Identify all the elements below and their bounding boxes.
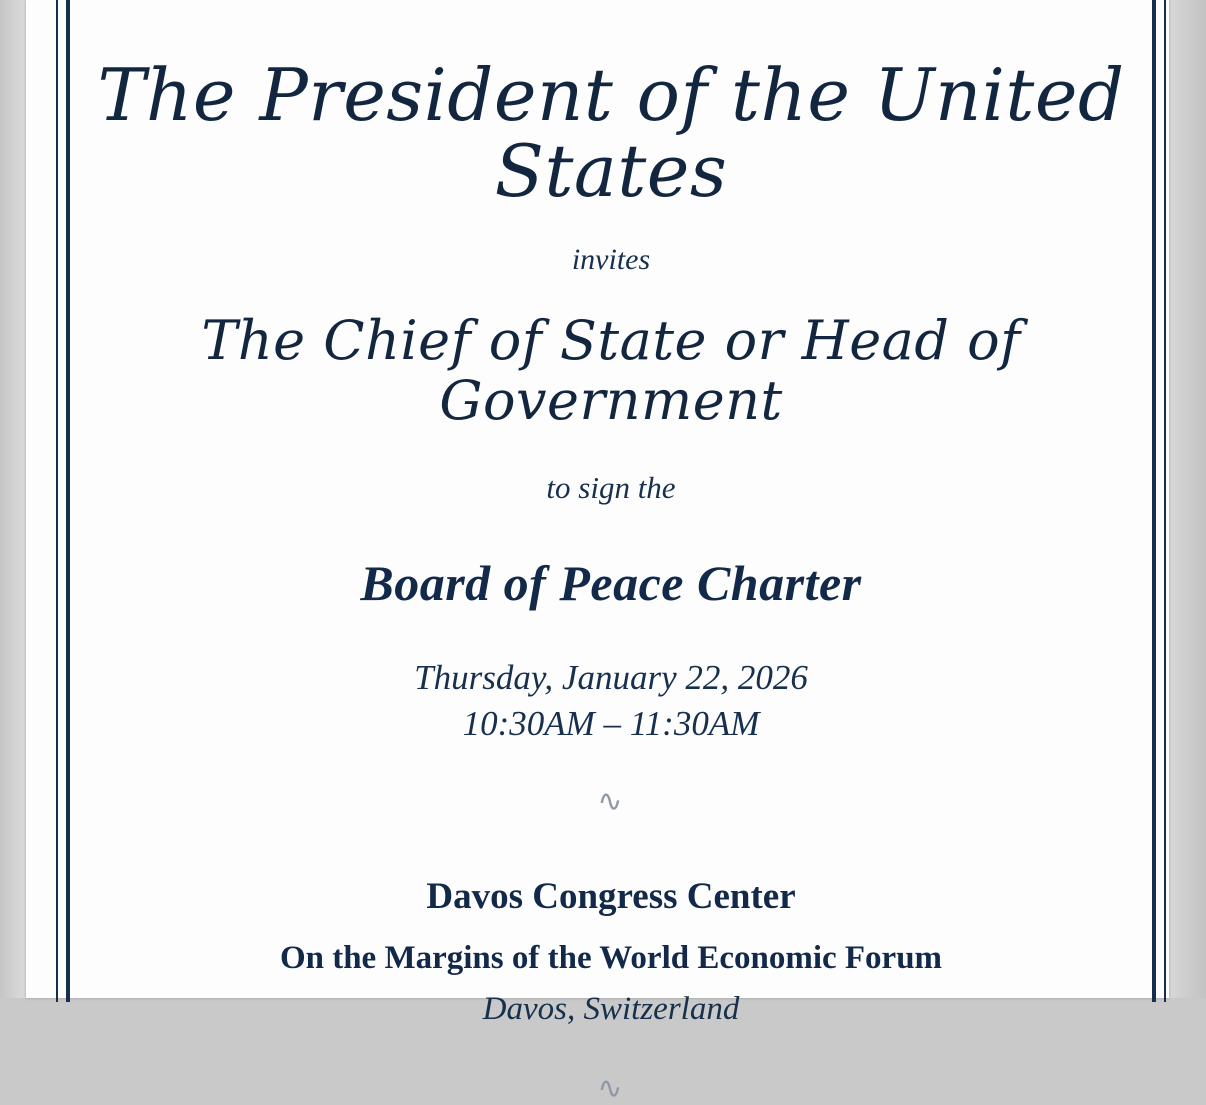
event-time: 10:30AM – 11:30AM <box>462 704 760 744</box>
page-edge-left <box>0 0 26 998</box>
venue-city: Davos, Switzerland <box>482 990 740 1027</box>
connector-to-sign-the: to sign the <box>546 469 676 505</box>
host-line: The President of the United States <box>97 53 1125 213</box>
event-date: Thursday, January 22, 2026 <box>414 657 808 697</box>
page-edge-right <box>1169 0 1206 998</box>
invitation-content <box>70 0 1152 1105</box>
document-title: Board of Peace Charter <box>360 554 862 611</box>
venue-name: Davos Congress Center <box>426 875 796 917</box>
connector-invites: invites <box>571 243 651 277</box>
invitee-line: The Chief of State or Head of Government <box>201 309 1021 432</box>
flourish-divider-icon: ∿ <box>597 784 625 818</box>
flourish-divider-bottom-icon: ∿ <box>597 1071 625 1105</box>
invitation-card <box>26 0 1169 1105</box>
venue-context: On the Margins of the World Economic Forum <box>279 939 943 976</box>
